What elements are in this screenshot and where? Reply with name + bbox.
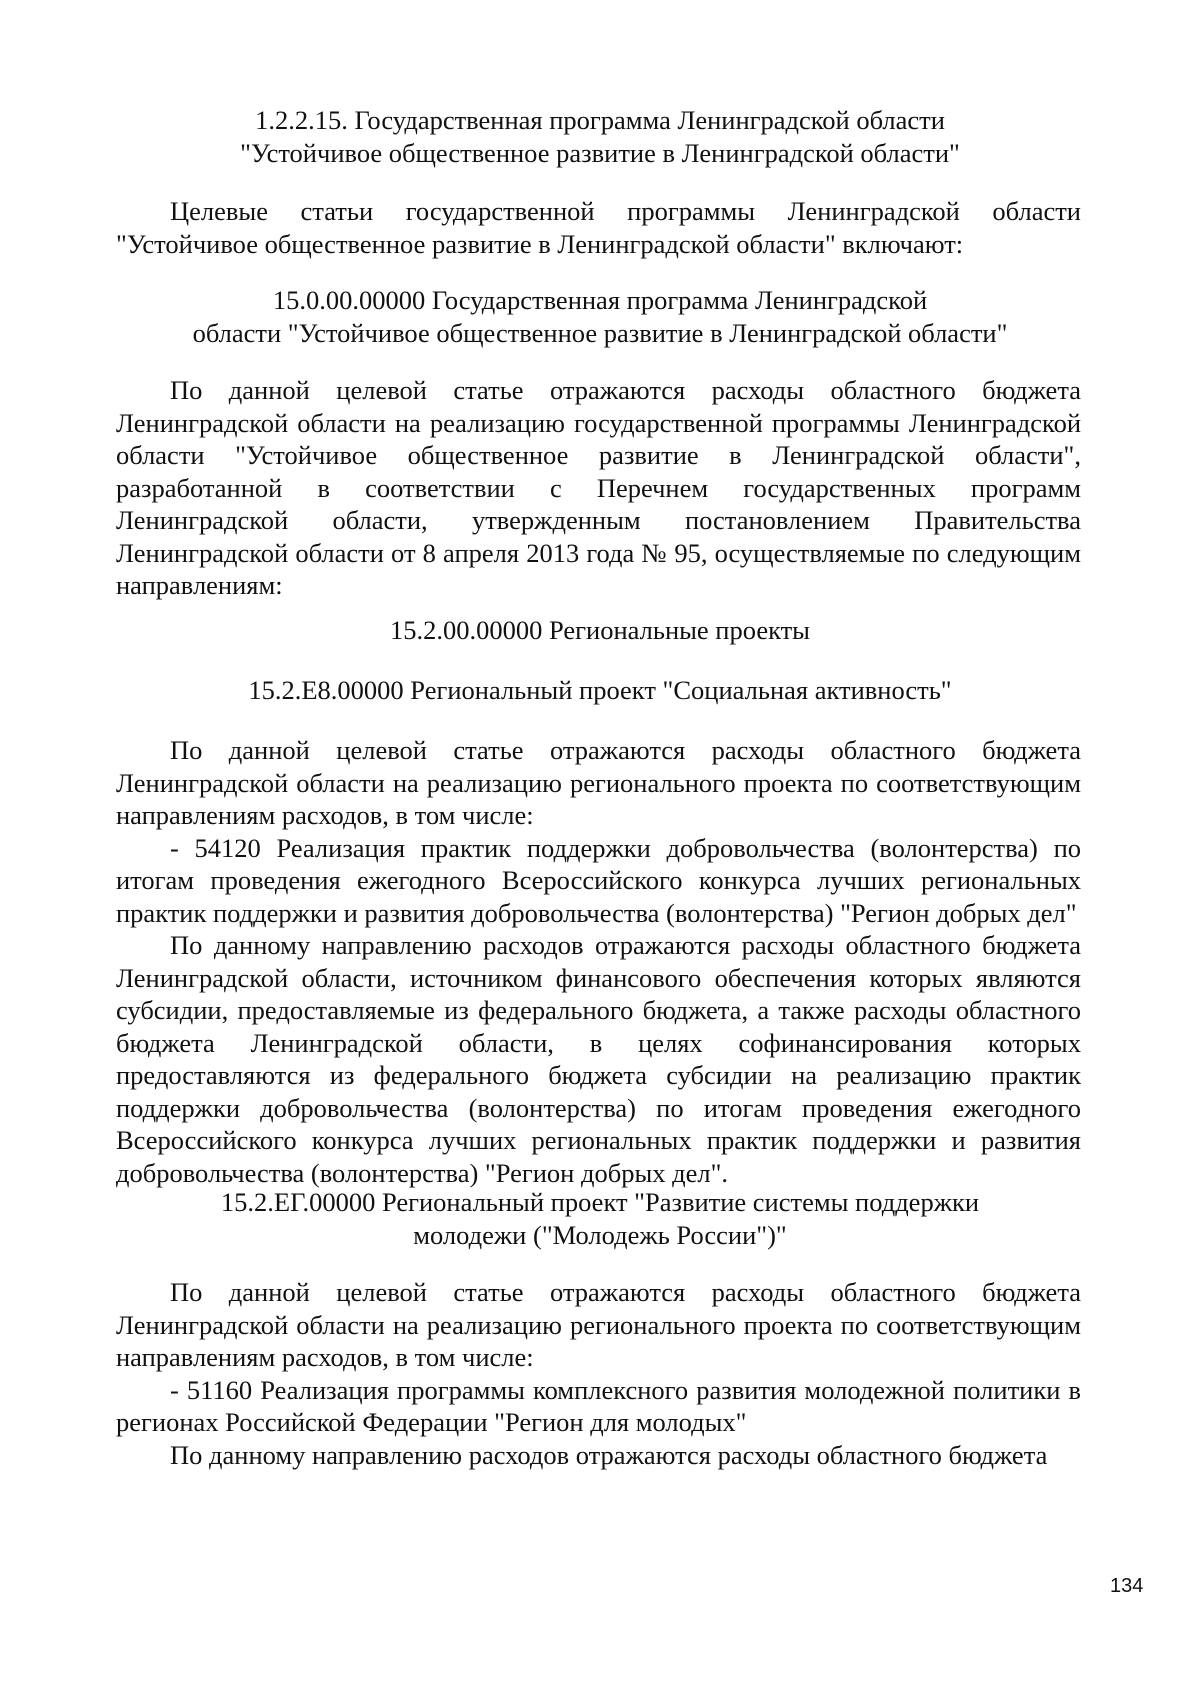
program-heading-line-1: 15.0.00.00000 Государственная программа Ленинградской [272, 285, 928, 315]
project-e8-block [116, 734, 1081, 1189]
intro-paragraph: Целевые статьи государственной программы Ленинградской области "Устойчивое общественное развитие в Ленинградской области" включают: [116, 196, 1081, 259]
project-eg-block [116, 1276, 1081, 1471]
section-title [180, 104, 1020, 169]
page-number: 134 [1110, 1575, 1144, 1597]
project-e8-item-paragraph: По данному направлению расходов отражаются расходы областного бюджета Ленинградской области, источником финансового обеспечения которых являются субсидии, предоставляемые из федерального бюджета, а также расходы областного бюджета Ленинградской области, в целях софинансирования которых предоставляются из федерального бюджета субсидии на реализацию практик поддержки добровольчества (волонтерства) по итогам проведения ежегодного Всероссийского конкурса лучших региональных практик поддержки и развития добровольчества (волонтерства) "Регион добрых дел". [116, 930, 1081, 1188]
project-e8-heading [180, 674, 1020, 707]
program-heading [180, 284, 1020, 349]
section-title-line-2: "Устойчивое общественное развитие в Ленинградской области" [240, 137, 960, 168]
regional-projects-heading-line: 15.2.00.00000 Региональные проекты [390, 615, 810, 645]
program-text-block [116, 374, 1081, 602]
intro-block [116, 195, 1081, 260]
program-heading-line-2: области "Устойчивое общественное развитие в Ленинградской области" [192, 317, 1008, 348]
project-eg-heading [180, 1186, 1020, 1251]
project-eg-paragraph: По данной целевой статье отражаются расходы областного бюджета Ленинградской области на реализацию регионального проекта по соответствующим направлениям расходов, в том числе: [116, 1277, 1081, 1372]
project-eg-heading-line-1: 15.2.ЕГ.00000 Региональный проект "Развитие системы поддержки [220, 1187, 980, 1217]
section-title-line-1: 1.2.2.15. Государственная программа Ленинградской области [255, 105, 945, 135]
project-eg-item-51160: - 51160 Реализация программы комплексного развития молодежной политики в регионах Российской Федерации "Регион для молодых" [116, 1374, 1081, 1437]
regional-projects-heading [180, 614, 1020, 647]
project-eg-item-paragraph: По данному направлению расходов отражаются расходы областного бюджета [170, 1439, 1048, 1470]
project-e8-item-54120: - 54120 Реализация практик поддержки добровольчества (волонтерства) по итогам проведения ежегодного Всероссийского конкурса лучших региональных практик поддержки и развития добровольчества (волонтерства) "Регион добрых дел" [116, 832, 1081, 928]
project-e8-heading-line: 15.2.Е8.00000 Региональный проект "Социальная активность" [248, 675, 952, 705]
program-paragraph: По данной целевой статье отражаются расходы областного бюджета Ленинградской области на реализацию государственной программы Ленинградской области "Устойчивое общественное развитие в Ленинградской области", разработанной в соответствии с Перечнем государственных программ Ленинградской области, утвержденным постановлением Правительства Ленинградской области от 8 апреля 2013 года № 95, осуществляемые по следующим направлениям: [116, 375, 1081, 600]
project-eg-heading-line-2: молодежи ("Молодежь России")" [413, 1219, 787, 1250]
project-e8-paragraph: По данной целевой статье отражаются расходы областного бюджета Ленинградской области на реализацию регионального проекта по соответствующим направлениям расходов, в том числе: [116, 735, 1081, 830]
